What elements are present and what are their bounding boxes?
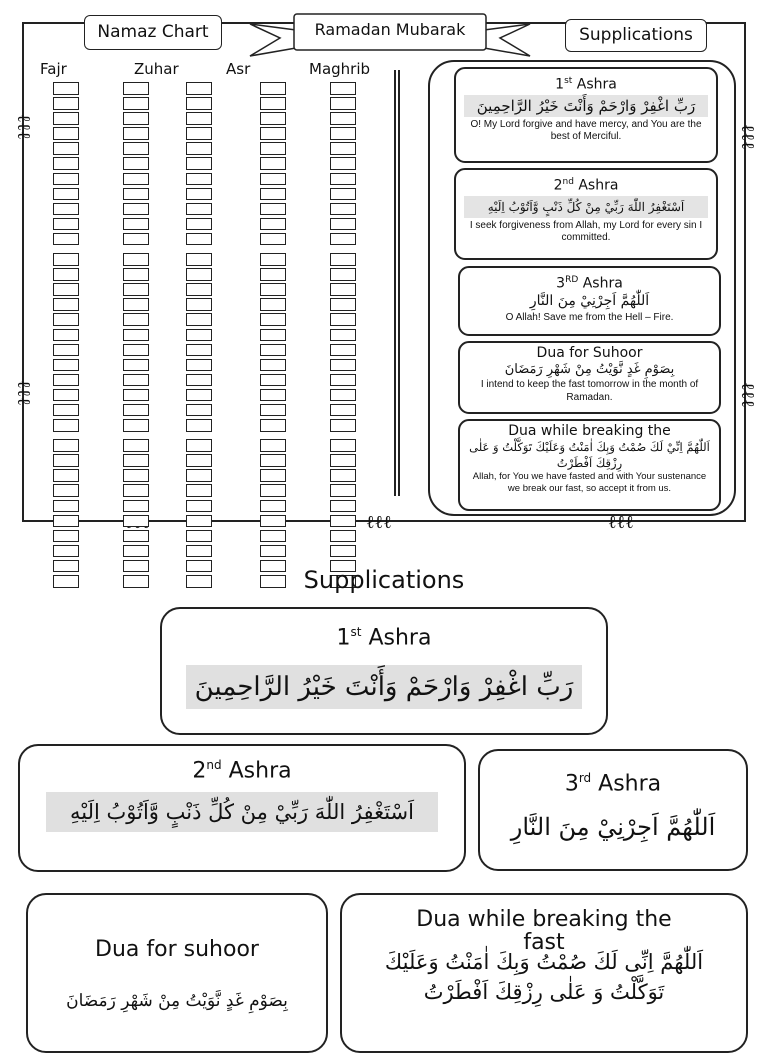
checkbox-icon (123, 233, 149, 246)
checkbox-icon (260, 268, 286, 281)
checkbox-icon (53, 233, 79, 246)
checkbox-icon (123, 283, 149, 296)
checkbox-icon (53, 97, 79, 110)
card-title: Dua while breaking the (416, 907, 672, 932)
checkbox-icon (260, 233, 286, 246)
checkbox-icon (260, 439, 286, 452)
checkbox-icon (186, 454, 212, 467)
checkbox-icon (260, 389, 286, 402)
column-label-asr: Asr (226, 60, 251, 78)
checkbox-icon (53, 112, 79, 125)
arabic-text: رَبِّ اغْفِرْ وَارْحَمْ وَأَنْتَ خَيْرُ الرَّاحِمِينَ (186, 665, 582, 709)
checkbox-icon (186, 157, 212, 170)
checkbox-icon (123, 82, 149, 95)
checkbox-icon (330, 313, 356, 326)
checkbox-icon (123, 268, 149, 281)
checkbox-column-zuhar (123, 82, 149, 590)
checkbox-icon (186, 203, 212, 216)
checkbox-icon (123, 469, 149, 482)
card-title: 2nd Ashra (553, 177, 619, 194)
column-divider (398, 70, 400, 496)
arabic-text: اَللّٰهُمَّ اَجِرْنِيْ مِنَ النَّارِ (529, 292, 650, 309)
checkbox-icon (186, 545, 212, 558)
checkbox-icon (186, 188, 212, 201)
arabic-text: اَللّٰهُمَّ اِنِّى لَكَ صُمْتُ وَبِكَ اٰمَنْتُ وَعَلَيْكَ (384, 950, 704, 974)
card-title: 3RD Ashra (556, 275, 623, 292)
checkbox-icon (260, 188, 286, 201)
namaz-chart-tag (84, 15, 222, 50)
checkbox-icon (330, 218, 356, 231)
checkbox-icon (123, 112, 149, 125)
checkbox-icon (186, 142, 212, 155)
checkbox-icon (53, 515, 79, 528)
checkbox-icon (330, 500, 356, 513)
checkbox-icon (123, 419, 149, 432)
namaz-chart-label: Namaz Chart (97, 22, 209, 42)
checkbox-icon (330, 329, 356, 342)
card-title-line-2: fast (523, 930, 565, 955)
checkbox-icon (330, 515, 356, 528)
checkbox-icon (186, 515, 212, 528)
card-first-ashra (454, 67, 718, 163)
checkbox-icon (260, 469, 286, 482)
checkbox-icon (53, 82, 79, 95)
checkbox-icon (53, 173, 79, 186)
checkbox-icon (123, 218, 149, 231)
card-title: Dua while breaking the (508, 423, 671, 439)
checkbox-icon (260, 515, 286, 528)
card-title: Dua for Suhoor (536, 345, 643, 361)
arabic-text: بِصَوْمِ غَدٍ نَّوَيْتُ مِنْ شَهْرِ رَمَضَانَ (66, 991, 288, 1011)
card-title: Dua for suhoor (95, 937, 259, 962)
checkbox-icon (123, 298, 149, 311)
checkbox-icon (186, 112, 212, 125)
checkbox-icon (186, 500, 212, 513)
column-divider (394, 70, 396, 496)
checkbox-icon (186, 329, 212, 342)
checkbox-icon (123, 515, 149, 528)
checkbox-icon (186, 283, 212, 296)
checkbox-icon (53, 253, 79, 266)
checkbox-icon (53, 298, 79, 311)
card-title: 1st Ashra (336, 625, 432, 651)
checkbox-icon (260, 157, 286, 170)
checkbox-icon (123, 545, 149, 558)
checkbox-icon (260, 82, 286, 95)
checkbox-column-asr (260, 82, 286, 590)
checkbox-icon (260, 359, 286, 372)
english-translation: O! My Lord forgive and have mercy, and You are the best of Merciful. (470, 118, 702, 143)
checkbox-icon (123, 97, 149, 110)
checkbox-icon (330, 268, 356, 281)
checkbox-icon (53, 268, 79, 281)
english-translation: I seek forgiveness from Allah, my Lord for every sin I committed. (469, 219, 703, 244)
checkbox-icon (260, 313, 286, 326)
checkbox-icon (260, 97, 286, 110)
checkbox-icon (53, 142, 79, 155)
checkbox-icon (123, 374, 149, 387)
checkbox-column-fajr (53, 82, 79, 590)
checkbox-icon (53, 313, 79, 326)
checkbox-icon (123, 127, 149, 140)
checkbox-icon (123, 344, 149, 357)
card-title: 3rd Ashra (564, 771, 662, 797)
big-card-second-ashra (18, 744, 466, 872)
checkbox-icon (330, 545, 356, 558)
checkbox-icon (123, 359, 149, 372)
arabic-text: اَللّٰهُمَّ اِنِّيْ لَكَ صُمْتُ وَبِكَ اٰمَنْتُ وَعَلَيْكَ تَوَكَّلْتُ وَ عَلٰى رِزْقِكَ اَفْطَرْتُ (469, 440, 710, 470)
checkbox-icon (330, 439, 356, 452)
checkbox-icon (53, 374, 79, 387)
checkbox-icon (186, 344, 212, 357)
checkbox-icon (186, 439, 212, 452)
swirl-ornament-icon: ℓℓℓ (736, 382, 758, 408)
big-card-first-ashra (160, 607, 608, 735)
checkbox-icon (53, 127, 79, 140)
checkbox-icon (186, 218, 212, 231)
checkbox-icon (330, 404, 356, 417)
checkbox-icon (186, 82, 212, 95)
english-translation: O Allah! Save me from the Hell – Fire. (505, 311, 674, 323)
checkbox-icon (186, 389, 212, 402)
checkbox-icon (123, 454, 149, 467)
supplications-label: Supplications (579, 25, 693, 45)
checkbox-icon (123, 173, 149, 186)
arabic-text: بِصَوْمِ غَدٍ نَّوَيْتُ مِنْ شَهْرِ رَمَضَانَ (504, 362, 675, 377)
checkbox-icon (330, 359, 356, 372)
swirl-ornament-icon: ℓℓℓ (12, 114, 34, 140)
checkbox-icon (53, 454, 79, 467)
checkbox-icon (186, 127, 212, 140)
big-card-third-ashra (478, 749, 748, 871)
checkbox-icon (260, 374, 286, 387)
checkbox-icon (53, 484, 79, 497)
checkbox-icon (260, 298, 286, 311)
checkbox-icon (123, 142, 149, 155)
checkbox-icon (330, 233, 356, 246)
english-translation: I intend to keep the fast tomorrow in the month of Ramadan. (480, 379, 699, 403)
arabic-text-line-2: تَوَكَّلْتُ وَ عَلٰى رِزْقِكَ اَفْطَرْتُ (423, 980, 665, 1004)
column-label-maghrib: Maghrib (309, 60, 371, 78)
card-iftar (458, 419, 721, 511)
card-suhoor (458, 341, 721, 414)
checkbox-icon (260, 530, 286, 543)
checkbox-icon (330, 112, 356, 125)
checkbox-icon (330, 283, 356, 296)
checkbox-icon (123, 329, 149, 342)
card-third-ashra (458, 266, 721, 336)
checkbox-icon (260, 404, 286, 417)
checkbox-icon (260, 173, 286, 186)
card-title: 2nd Ashra (192, 758, 292, 784)
checkbox-icon (330, 157, 356, 170)
checkbox-icon (123, 500, 149, 513)
checkbox-icon (123, 439, 149, 452)
supplications-tag (565, 19, 707, 52)
arabic-text: اَسْتَغْفِرُ اللّٰهَ رَبِّيْ مِنْ كُلِّ ذَنْبٍ وَّاَتُوْبُ اِلَيْهِ (464, 196, 708, 218)
checkbox-icon (123, 157, 149, 170)
checkbox-icon (123, 313, 149, 326)
arabic-text: اَللّٰهُمَّ اَجِرْنِيْ مِنَ النَّارِ (510, 813, 716, 842)
checkbox-icon (186, 173, 212, 186)
swirl-ornament-icon: ℓℓℓ (366, 512, 392, 533)
checkbox-icon (330, 82, 356, 95)
banner-title: Ramadan Mubarak (314, 20, 466, 39)
swirl-ornament-icon: ℓℓℓ (736, 124, 758, 150)
checkbox-icon (53, 344, 79, 357)
checkbox-icon (123, 404, 149, 417)
checkbox-icon (53, 439, 79, 452)
checkbox-icon (260, 329, 286, 342)
lower-section-title: Supplications (303, 566, 465, 594)
checkbox-icon (330, 127, 356, 140)
checkbox-icon (330, 173, 356, 186)
big-card-iftar (340, 893, 748, 1053)
checkbox-icon (330, 530, 356, 543)
checkbox-icon (330, 374, 356, 387)
checkbox-icon (260, 419, 286, 432)
checkbox-icon (186, 268, 212, 281)
checkbox-icon (186, 530, 212, 543)
checkbox-icon (260, 127, 286, 140)
checkbox-icon (330, 298, 356, 311)
checkbox-icon (53, 157, 79, 170)
checkbox-icon (186, 253, 212, 266)
checkbox-icon (53, 389, 79, 402)
checkbox-icon (260, 142, 286, 155)
checkbox-icon (330, 203, 356, 216)
checkbox-icon (53, 283, 79, 296)
checkbox-icon (53, 203, 79, 216)
checkbox-column-zuhar-2 (186, 82, 212, 590)
checkbox-icon (123, 253, 149, 266)
checkbox-icon (53, 329, 79, 342)
checkbox-icon (53, 545, 79, 558)
checkbox-icon (330, 253, 356, 266)
checkbox-icon (330, 419, 356, 432)
checkbox-icon (330, 142, 356, 155)
checkbox-icon (330, 454, 356, 467)
column-label-fajr: Fajr (40, 60, 67, 78)
checkbox-icon (260, 454, 286, 467)
checkbox-icon (186, 374, 212, 387)
checkbox-icon (53, 500, 79, 513)
checkbox-icon (186, 313, 212, 326)
checkbox-icon (330, 188, 356, 201)
checkbox-icon (330, 469, 356, 482)
checkbox-icon (123, 203, 149, 216)
column-label-zuhar: Zuhar (134, 60, 179, 78)
checkbox-icon (123, 530, 149, 543)
english-translation: Allah, for You we have fasted and with Your sustenance we break our fast, so accept it from us. (472, 471, 707, 494)
checkbox-icon (260, 283, 286, 296)
checkbox-icon (260, 253, 286, 266)
checkbox-icon (186, 404, 212, 417)
checkbox-icon (186, 359, 212, 372)
checkbox-icon (186, 469, 212, 482)
checkbox-icon (330, 97, 356, 110)
checkbox-icon (123, 188, 149, 201)
checkbox-column-maghrib (330, 82, 356, 590)
checkbox-icon (123, 484, 149, 497)
checkbox-icon (330, 344, 356, 357)
checkbox-icon (330, 484, 356, 497)
arabic-text: رَبِّ اغْفِرْ وَارْحَمْ وَأَنْتَ خَيْرُ الرَّاحِمِينَ (464, 95, 708, 117)
swirl-ornament-icon: ℓℓℓ (12, 380, 34, 406)
checkbox-icon (260, 545, 286, 558)
checkbox-icon (260, 203, 286, 216)
checkbox-icon (123, 389, 149, 402)
swirl-ornament-icon: ℓℓℓ (608, 512, 634, 533)
checkbox-icon (53, 469, 79, 482)
big-card-suhoor (26, 893, 328, 1053)
checkbox-icon (53, 218, 79, 231)
arabic-text: اَسْتَغْفِرُ اللّٰهَ رَبِّيْ مِنْ كُلِّ ذَنْبٍ وَّاَتُوْبُ اِلَيْهِ (46, 792, 438, 832)
checkbox-icon (53, 419, 79, 432)
checkbox-icon (186, 97, 212, 110)
checkbox-icon (186, 419, 212, 432)
checkbox-icon (260, 484, 286, 497)
checkbox-icon (330, 389, 356, 402)
checkbox-icon (260, 218, 286, 231)
checkbox-icon (53, 188, 79, 201)
checkbox-icon (186, 233, 212, 246)
checkbox-icon (260, 344, 286, 357)
checkbox-icon (53, 530, 79, 543)
checkbox-icon (186, 298, 212, 311)
card-second-ashra (454, 168, 718, 260)
checkbox-icon (260, 500, 286, 513)
checkbox-icon (186, 484, 212, 497)
checkbox-icon (53, 359, 79, 372)
card-title: 1st Ashra (555, 76, 617, 93)
checkbox-icon (260, 112, 286, 125)
checkbox-icon (53, 404, 79, 417)
